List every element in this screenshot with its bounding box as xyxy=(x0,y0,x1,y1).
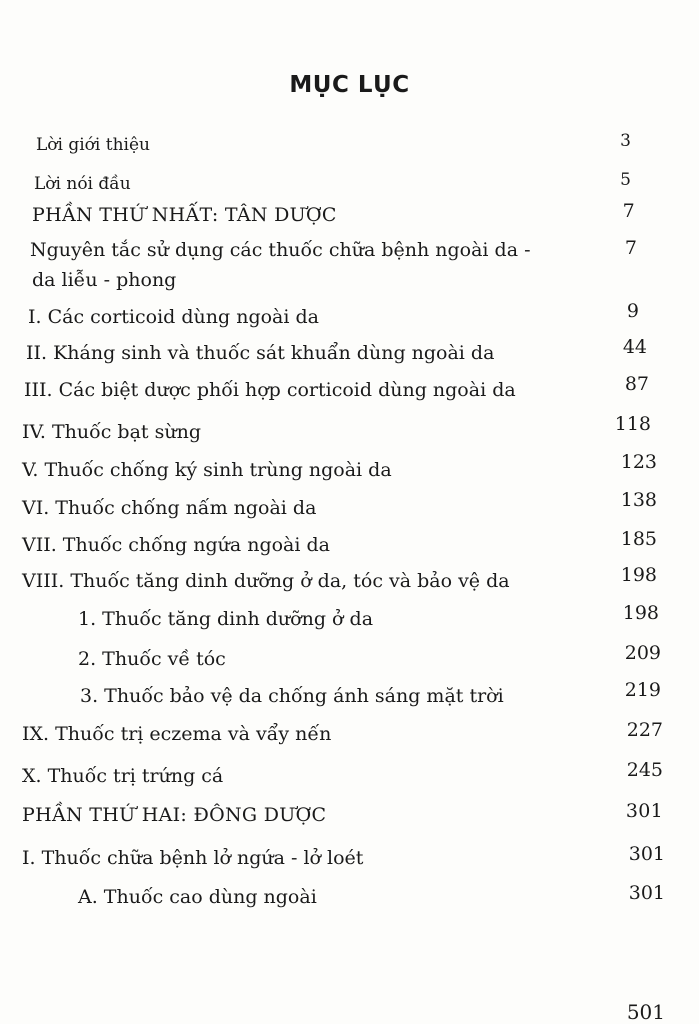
toc-entry-label: V. Thuốc chống ký sinh trùng ngoài da xyxy=(22,459,392,481)
toc-entry-label: 3. Thuốc bảo vệ da chống ánh sáng mặt trời xyxy=(80,685,504,707)
toc-entry-label: PHẦN THỨ NHẤT: TÂN DƯỢC xyxy=(32,204,337,226)
toc-entry-page: 44 xyxy=(622,336,647,358)
toc-entry-label: Lời giới thiệu xyxy=(36,135,150,155)
toc-entry-label: Nguyên tắc sử dụng các thuốc chữa bệnh ngoài da - xyxy=(30,239,531,261)
toc-entry-label: I. Thuốc chữa bệnh lở ngứa - lở loét xyxy=(22,847,364,869)
toc-entry-page: 123 xyxy=(620,451,657,473)
toc-entry-label: 1. Thuốc tăng dinh dưỡng ở da xyxy=(78,608,374,630)
toc-entry-label: III. Các biệt dược phối hợp corticoid dùng ngoài da xyxy=(24,379,516,401)
toc-entry-page: 87 xyxy=(624,373,649,395)
toc-entry-page: 138 xyxy=(620,489,657,511)
toc-entry-label: 2. Thuốc về tóc xyxy=(78,648,226,670)
toc-entry-page: 185 xyxy=(620,528,657,550)
toc-entry-label: VIII. Thuốc tăng dinh dưỡng ở da, tóc và bảo vệ da xyxy=(22,570,510,592)
toc-entry-label: A. Thuốc cao dùng ngoài xyxy=(78,886,317,908)
toc-entry-label: IX. Thuốc trị eczema và vẩy nến xyxy=(22,723,332,745)
toc-entry-label: IV. Thuốc bạt sừng xyxy=(22,421,201,443)
toc-entry-page: 219 xyxy=(624,679,661,701)
toc-entry-page: 301 xyxy=(628,882,665,904)
toc-entry-label: X. Thuốc trị trứng cá xyxy=(22,765,224,787)
toc-entry-page: 209 xyxy=(624,642,661,664)
toc-entry-label: I. Các corticoid dùng ngoài da xyxy=(28,306,319,328)
toc-entry-page: 227 xyxy=(626,719,663,741)
toc-entry-label-continued: da liễu - phong xyxy=(32,269,177,291)
toc-entry-page: 301 xyxy=(625,800,663,822)
toc-entry-page: 198 xyxy=(620,564,657,586)
toc-entry-label: PHẦN THỨ HAI: ĐÔNG DƯỢC xyxy=(22,804,327,826)
toc-entry-page: 3 xyxy=(620,131,631,151)
toc-entry-label: II. Kháng sinh và thuốc sát khuẩn dùng ngoài da xyxy=(26,342,495,364)
toc-entry-label: VI. Thuốc chống nấm ngoài da xyxy=(22,497,317,519)
toc-entry-page: 7 xyxy=(622,200,635,222)
page-title: MỤC LỤC xyxy=(289,72,410,98)
toc-entry-label: VII. Thuốc chống ngứa ngoài da xyxy=(22,534,330,556)
toc-entry-label: Lời nói đầu xyxy=(34,174,131,194)
toc-entry-page: 5 xyxy=(620,170,631,190)
toc-entry-page: 7 xyxy=(624,237,637,259)
toc-entry-page: 198 xyxy=(622,602,659,624)
toc-entry-page: 118 xyxy=(614,413,651,435)
page-number: 501 xyxy=(626,1000,665,1024)
toc-entry-page: 9 xyxy=(626,300,639,322)
toc-entry-page: 301 xyxy=(628,843,665,865)
toc-entry-page: 245 xyxy=(626,759,663,781)
